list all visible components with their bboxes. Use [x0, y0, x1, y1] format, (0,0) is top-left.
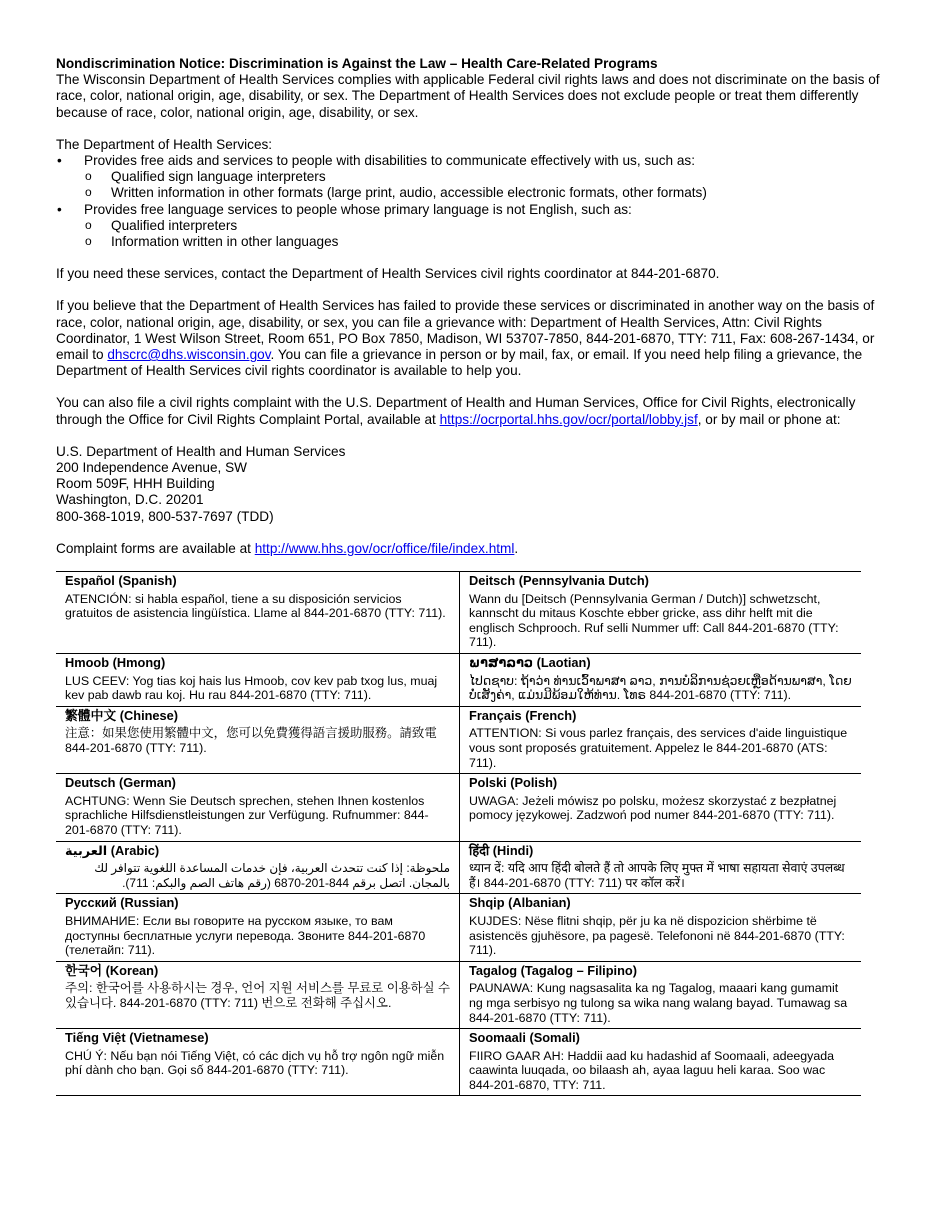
- grievance-paragraph: [56, 298, 894, 379]
- language-cell-vietnamese: [56, 1029, 460, 1096]
- language-text: 注意：如果您使用繁體中文，您可以免費獲得語言援助服務。請致電 844-201-6870 (TTY: 711).: [65, 726, 437, 756]
- bullet-text: Provides free language services to people whose primary language is not English, such as:: [84, 201, 632, 217]
- ocr-portal-link[interactable]: https://ocrportal.hhs.gov/ocr/portal/lobby.jsf: [439, 411, 698, 427]
- language-name: Polski (Polish): [469, 775, 558, 791]
- list-item: [56, 202, 894, 251]
- dept-lead: The Department of Health Services:: [56, 136, 273, 152]
- address-line: Washington, D.C. 20201: [56, 492, 204, 508]
- table-row: [56, 841, 861, 894]
- language-text: ATENCIÓN: si habla español, tiene a su disposición servicios gratuitos de asistencia lingüística. Llame al 844-201-6870 (TTY: 711).: [65, 591, 446, 621]
- language-text: PAUNAWA: Kung nagsasalita ka ng Tagalog, maaari kang gumamit ng mga serbisyo ng tulong sa wika nang walang bayad. Tumawag sa 844-201-6870 (TTY: 711).: [469, 981, 848, 1025]
- language-text: LUS CEEV: Yog tias koj hais lus Hmoob, cov kev pab txog lus, muaj kev pab dawb rau koj. Hu rau 844-201-6870 (TTY: 711).: [65, 673, 438, 703]
- language-name: 한국어 (Korean): [65, 962, 159, 978]
- table-row: [56, 961, 861, 1028]
- language-text: ध्यान दें: यदि आप हिंदी बोलते हैं तो आपके लिए मुफ्त में भाषा सहायता सेवाएं उपलब्ध हैं। 844-201-6870 (TTY: 711) पर कॉल करें।: [469, 861, 845, 890]
- language-cell-hindi: [460, 841, 862, 894]
- table-row: [56, 706, 861, 773]
- table-row: [56, 1029, 861, 1096]
- language-text: ملحوظة: إذا كنت تتحدث العربية، فإن خدمات المساعدة اللغوية تتوافر لك بالمجان. اتصل برقم 844-201-6870 (رقم هاتف الصم والبكم: 711).: [94, 861, 450, 890]
- language-cell-german: [56, 774, 460, 841]
- language-name: Deutsch (German): [65, 775, 176, 791]
- language-name: Tiếng Việt (Vietnamese): [65, 1030, 209, 1046]
- intro-paragraph: The Wisconsin Department of Health Services complies with applicable Federal civil rights laws and does not discriminate on the basis of race, color, national origin, age, disability, or sex. The Department of Health Services does not exclude people or treat them differently because of race, color, national origin, age, disability, or sex.: [56, 72, 880, 120]
- language-name: العربية (Arabic): [65, 842, 160, 858]
- language-text: UWAGA: Jeżeli mówisz po polsku, możesz skorzystać z bezpłatnej pomocy językowej. Zadzwoń pod numer 844-201-6870 (TTY: 711).: [469, 793, 837, 823]
- table-row: [56, 894, 861, 961]
- hhs-address: [56, 444, 894, 525]
- language-cell-somali: [460, 1029, 862, 1096]
- address-line: Room 509F, HHH Building: [56, 476, 215, 492]
- forms-paragraph: [56, 541, 894, 557]
- sub-list: [84, 218, 894, 250]
- language-cell-polish: [460, 774, 862, 841]
- complaint-text-cont: , or by mail or phone at:: [697, 411, 841, 427]
- sub-list-item: o Information written in other languages: [84, 234, 894, 250]
- language-text: ໄປດຊາບ: ຖ້າວ່າ ທ່ານເວົ້າພາສາ ລາວ, ການບໍລິການຊ່ວຍເຫຼືອດ້ານພາສາ, ໂດຍບໍ່ເສັງຄ່າ, ແມ່ນມີພ້ອມໃຫ້ທ່ານ. ໂທຣ 844-201-6870 (TTY: 711).: [469, 673, 852, 703]
- language-text: FIIRO GAAR AH: Haddii aad ku hadashid af Soomaali, adeegyada caawinta luuqada, oo bilaash ah, ayaa laguu heli karaa. Soo wac 844-201-6870, TTY: 711.: [469, 1048, 835, 1092]
- language-cell-spanish: [56, 572, 460, 654]
- table-row: [56, 774, 861, 841]
- language-name: हिंदी (Hindi): [469, 842, 534, 858]
- language-cell-tagalog: [460, 961, 862, 1028]
- sub-list-item: o Qualified interpreters: [84, 218, 894, 234]
- language-name: Deitsch (Pennsylvania Dutch): [469, 573, 649, 589]
- grievance-text: If you believe that the Department of Health Services has failed to provide these services or discriminated in another way on the basis of race, color, national origin, age, disability, or sex, you can file a grievance with: Department of Health Services, Attn: Civil Rights Coordinator, 1 West Wilson Street, Room 651, PO Box 7850, Madison, WI 53707-7850, 844-201-6870, TTY: 711, Fax: 608-267-1434, or email to: [56, 298, 875, 363]
- notice-title: Nondiscrimination Notice: Discrimination is Against the Law – Health Care-Related Programs: [56, 56, 658, 71]
- language-cell-french: [460, 706, 862, 773]
- language-cell-albanian: [460, 894, 862, 961]
- language-name: Hmoob (Hmong): [65, 655, 166, 671]
- language-text: ACHTUNG: Wenn Sie Deutsch sprechen, stehen Ihnen kostenlos sprachliche Hilfsdienstleistungen zur Verfügung. Rufnummer: 844-201-6870 (TTY: 711).: [65, 793, 429, 837]
- forms-text: Complaint forms are available at: [56, 540, 255, 556]
- language-cell-arabic: [56, 841, 460, 894]
- table-row: [56, 572, 861, 654]
- language-name: Shqip (Albanian): [469, 895, 571, 911]
- list-item: [56, 153, 894, 202]
- language-cell-russian: [56, 894, 460, 961]
- language-name: Soomaali (Somali): [469, 1030, 580, 1046]
- sub-list-item: o Qualified sign language interpreters: [84, 169, 894, 185]
- language-text: ВНИМАНИЕ: Если вы говорите на русском языке, то вам доступны бесплатные услуги перевода. Звоните 844-201-6870 (телетайп: 711).: [65, 913, 426, 958]
- complaint-forms-link[interactable]: http://www.hhs.gov/ocr/office/file/index.html: [254, 540, 515, 556]
- table-row: [56, 654, 861, 707]
- language-cell-korean: [56, 961, 460, 1028]
- complaint-text: You can also file a civil rights complaint with the U.S. Department of Health and Human Services, Office for Civil Rights, electronically through the Office for Civil Rights Complaint Portal, available at: [56, 395, 856, 427]
- contact-paragraph: If you need these services, contact the Department of Health Services civil rights coordinator at 844-201-6870.: [56, 266, 720, 282]
- language-text: CHÚ Ý: Nếu bạn nói Tiếng Việt, có các dịch vụ hỗ trợ ngôn ngữ miễn phí dành cho bạn. Gọi số 844-201-6870 (TTY: 711).: [65, 1048, 445, 1078]
- language-cell-hmong: [56, 654, 460, 707]
- language-name: 繁體中文 (Chinese): [65, 707, 179, 723]
- grievance-email-link[interactable]: dhscrc@dhs.wisconsin.gov: [107, 347, 271, 363]
- language-text: 주의: 한국어를 사용하시는 경우, 언어 지원 서비스를 무료로 이용하실 수 있습니다. 844-201-6870 (TTY: 711) 번으로 전화해 주십시오.: [65, 981, 450, 1010]
- language-cell-pennsylvania-dutch: [460, 572, 862, 654]
- language-name: Français (French): [469, 707, 577, 723]
- language-name: Русский (Russian): [65, 895, 179, 911]
- language-name: ພາສາລາວ (Laotian): [469, 655, 591, 671]
- bullet-text: Provides free aids and services to people with disabilities to communicate effectively with us, such as:: [84, 153, 696, 169]
- address-line: 200 Independence Avenue, SW: [56, 460, 247, 476]
- language-cell-chinese: [56, 706, 460, 773]
- address-line: U.S. Department of Health and Human Services: [56, 443, 346, 459]
- language-name: Tagalog (Tagalog – Filipino): [469, 962, 638, 978]
- language-cell-laotian: [460, 654, 862, 707]
- language-name: Español (Spanish): [65, 573, 177, 589]
- language-text: Wann du [Deitsch (Pennsylvania German / Dutch)] schwetzscht, kannscht du mitaus Koschte ebber gricke, ass dihr helft mit die englisch Schprooch. Ruf selli Nummer uff: Call 844-201-6870 (TTY: 711).: [469, 591, 839, 650]
- complaint-paragraph: [56, 395, 894, 427]
- language-text: KUJDES: Nëse flitni shqip, për ju ka në dispozicion shërbime të asistencës gjuhësore, pa pagesë. Telefononi në 844-201-6870 (TTY: 711).: [469, 913, 845, 958]
- grievance-text-cont: . You can file a grievance in person or by mail, fax, or email. If you need help filing a grievance, the Department of Health Services civil rights coordinator is available to help you.: [56, 347, 863, 379]
- sub-list-item: o Written information in other formats (large print, audio, accessible electronic formats, other formats): [84, 185, 894, 201]
- services-list: [56, 153, 894, 250]
- forms-text-end: .: [514, 540, 519, 556]
- sub-list: [84, 169, 894, 201]
- address-line: 800-368-1019, 800-537-7697 (TDD): [56, 508, 274, 524]
- language-text: ATTENTION: Si vous parlez français, des services d'aide linguistique vous sont proposés gratuitement. Appelez le 844-201-6870 (ATS: 711).: [469, 726, 848, 770]
- language-assistance-table: [56, 571, 861, 1096]
